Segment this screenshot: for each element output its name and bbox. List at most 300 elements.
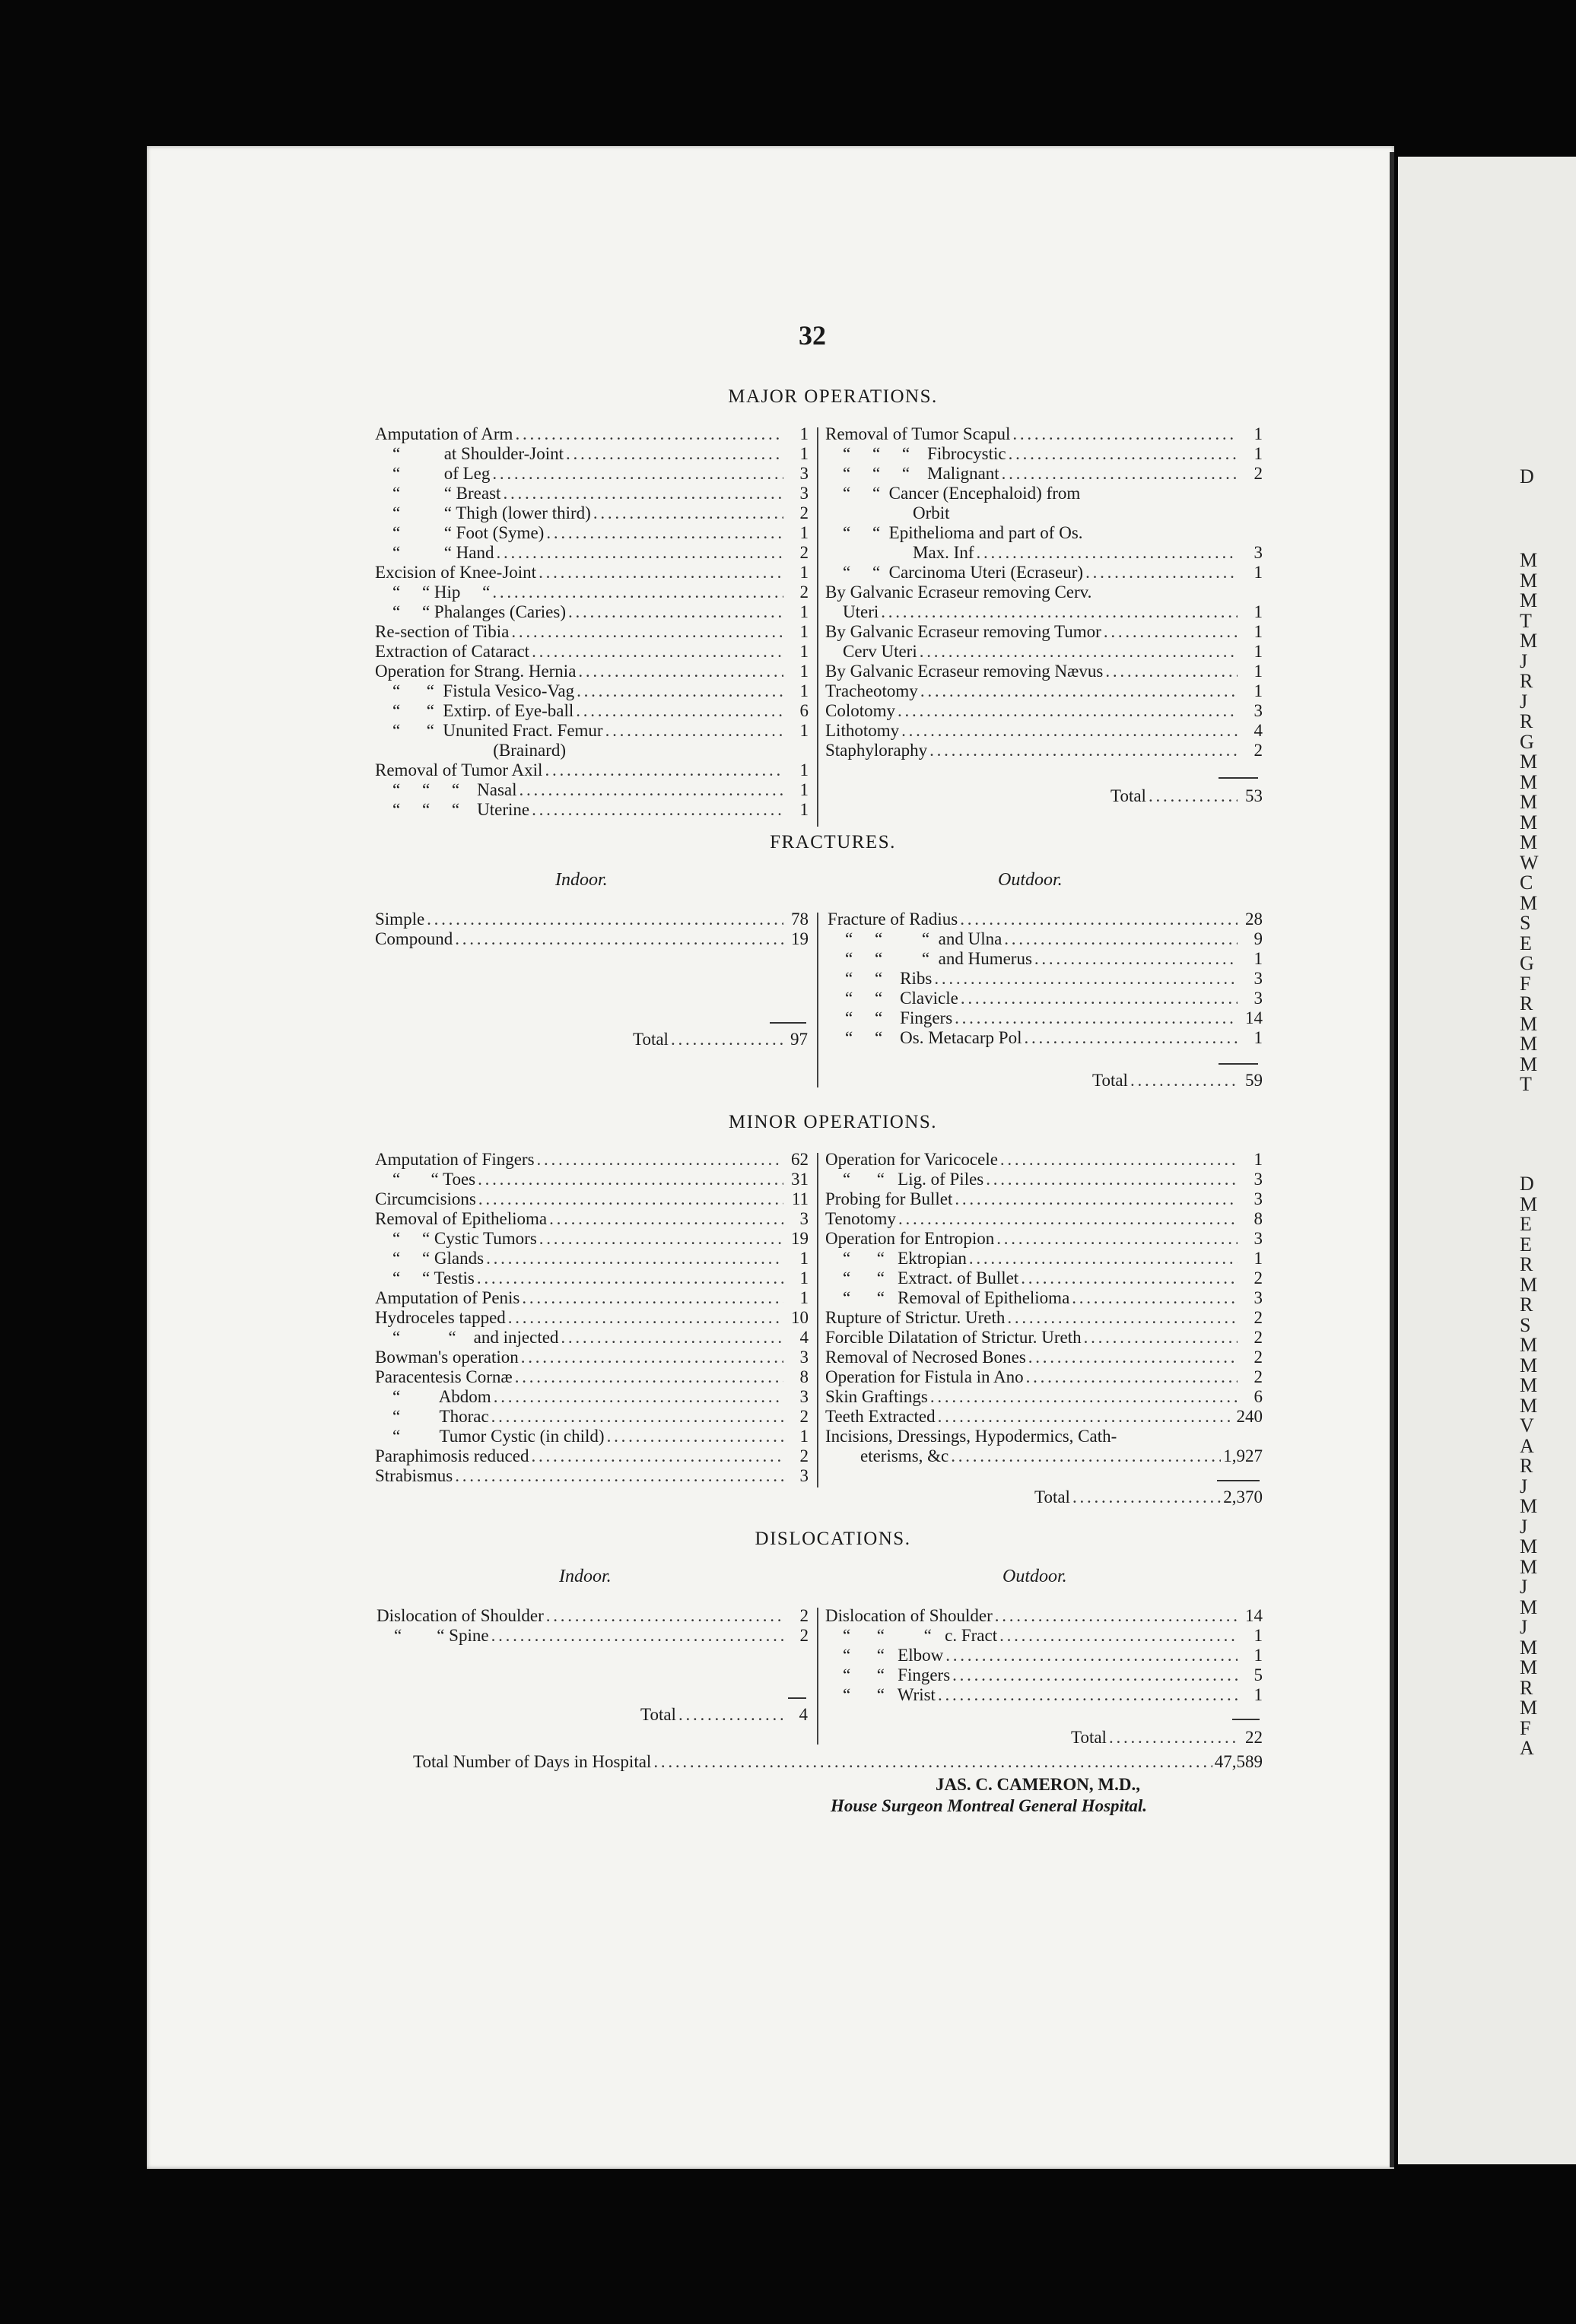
edge-letter: F (1520, 972, 1531, 995)
leader-dots (1004, 929, 1238, 949)
row-label: “ “ Testis (375, 1268, 475, 1287)
row-value: 4 (1253, 721, 1263, 740)
row-label: “ “ Elbow (825, 1646, 944, 1665)
total-label: Total (1092, 1071, 1128, 1090)
leader-dots (955, 1189, 1238, 1209)
sum-rule (1219, 777, 1258, 779)
signature-title: House Surgeon Montreal General Hospital. (831, 1796, 1147, 1815)
leader-dots (955, 1008, 1238, 1028)
minor-left-row (375, 1466, 809, 1486)
row-label: Cerv Uteri (825, 642, 917, 661)
leader-dots (938, 1685, 1238, 1705)
minor-left-row (375, 1367, 809, 1387)
row-value: 2 (1253, 741, 1263, 760)
leader-dots (503, 484, 783, 503)
row-value: 1 (1253, 949, 1263, 968)
row-value: 8 (799, 1367, 809, 1386)
sum-rule (1217, 1480, 1260, 1481)
row-label: Lithotomy (825, 721, 900, 740)
fracture-outdoor-row (828, 910, 1263, 929)
row-label: “ “ Wrist (825, 1685, 936, 1704)
leader-dots (995, 1606, 1238, 1626)
leader-dots (532, 800, 783, 820)
major-left-row (375, 721, 809, 741)
row-value: 2 (799, 1606, 809, 1625)
edge-letter: J (1520, 1475, 1528, 1497)
row-label: “ “ “ and Humerus (828, 949, 1032, 968)
major-right-row (825, 503, 1263, 523)
row-label: “ “ Foot (Syme) (375, 523, 545, 542)
minor-right-row (825, 1209, 1263, 1229)
leader-dots (1084, 1328, 1238, 1348)
major-right-row (825, 444, 1263, 464)
edge-letter: M (1520, 1636, 1538, 1659)
row-value: 3 (1253, 989, 1263, 1008)
leader-dots (1028, 1348, 1238, 1367)
edge-letter: M (1520, 831, 1538, 853)
row-label: “ “ Removal of Epithelioma (825, 1288, 1070, 1307)
major-left-row (375, 741, 809, 760)
major-operations-heading: MAJOR OPERATIONS. (728, 386, 938, 407)
row-value: 1 (799, 563, 809, 582)
row-value: 3 (1253, 543, 1263, 562)
row-value: 2 (1253, 464, 1263, 483)
row-value: 1 (799, 444, 809, 463)
leader-dots (521, 1348, 783, 1367)
leader-dots (566, 444, 783, 464)
dislocations-indoor-label: Indoor. (559, 1567, 612, 1586)
minor-right-row (825, 1308, 1263, 1328)
leader-dots (532, 642, 783, 662)
row-value: 1 (799, 1249, 809, 1268)
dislocation-indoor-row (377, 1606, 809, 1626)
row-label: By Galvanic Ecraseur removing Cerv. (825, 583, 1092, 602)
row-value: 6 (799, 701, 809, 720)
major-total-value: 53 (1245, 786, 1263, 805)
major-right-row (825, 701, 1263, 721)
adjacent-page-edge (1398, 157, 1576, 2164)
row-value: 1 (1253, 1646, 1263, 1665)
row-value: 78 (791, 910, 809, 929)
fractures-indoor-label: Indoor. (555, 870, 608, 890)
dislocations-indoor-total-value: 4 (799, 1705, 808, 1724)
major-left-row (375, 563, 809, 583)
major-right-row (825, 464, 1263, 484)
edge-letter: M (1520, 791, 1538, 813)
leader-dots (671, 1030, 783, 1049)
row-label: “ “ “ and Ulna (828, 929, 1002, 948)
leader-dots (945, 1646, 1238, 1665)
leader-dots (961, 989, 1238, 1008)
major-left-row (375, 701, 809, 721)
row-label: eterisms, &c (825, 1446, 949, 1465)
minor-left-row (375, 1446, 809, 1466)
row-value: 2 (799, 1446, 809, 1465)
leader-dots (898, 1209, 1238, 1229)
major-right-row (825, 543, 1263, 563)
row-label: “ “ Carcinoma Uteri (Ecraseur) (825, 563, 1084, 582)
edge-letter: A (1520, 1737, 1534, 1759)
minor-left-row (375, 1387, 809, 1407)
leader-dots (508, 1308, 783, 1328)
leader-dots (938, 1407, 1234, 1427)
row-label: Colotomy (825, 701, 896, 720)
row-value: 6 (1253, 1387, 1263, 1406)
row-label: Operation for Strang. Hernia (375, 662, 577, 681)
column-divider (817, 913, 818, 1087)
leader-dots (934, 969, 1238, 989)
leader-dots (898, 701, 1238, 721)
row-value: 2 (1253, 1308, 1263, 1327)
row-value: 3 (1253, 1288, 1263, 1307)
leader-dots (1149, 786, 1238, 806)
leader-dots (1104, 622, 1238, 642)
row-label: Operation for Entropion (825, 1229, 995, 1248)
sum-rule (788, 1697, 806, 1699)
edge-letter: E (1520, 1233, 1532, 1256)
total-label: Total (1111, 786, 1146, 805)
major-right-row (825, 484, 1263, 503)
minor-right-row (825, 1367, 1263, 1387)
row-value: 2 (799, 543, 809, 562)
fracture-outdoor-row (828, 1008, 1263, 1028)
row-label: “ at Shoulder-Joint (375, 444, 564, 463)
hospital-days-label: Total Number of Days in Hospital (413, 1752, 652, 1771)
leader-dots (1002, 464, 1238, 484)
edge-letter: W (1520, 851, 1539, 874)
leader-dots (1130, 1071, 1238, 1091)
major-right-row (825, 622, 1263, 642)
leader-dots (546, 523, 783, 543)
row-label: Strabismus (375, 1466, 453, 1485)
leader-dots (920, 642, 1238, 662)
row-value: 1 (1253, 1626, 1263, 1645)
dislocation-outdoor-row (825, 1646, 1263, 1665)
edge-letter: M (1520, 891, 1538, 914)
edge-letter: T (1520, 1073, 1532, 1095)
row-label: “ “ Fingers (828, 1008, 953, 1027)
signature-name: JAS. C. CAMERON, M.D., (936, 1775, 1140, 1794)
major-left-row (375, 523, 809, 543)
leader-dots (952, 1665, 1238, 1685)
edge-letter: D (1520, 465, 1534, 487)
row-value: 2 (1253, 1348, 1263, 1367)
leader-dots (1026, 1367, 1238, 1387)
row-value: 3 (1253, 701, 1263, 720)
fracture-outdoor-row (828, 969, 1263, 989)
dislocation-outdoor-row (825, 1626, 1263, 1646)
row-value: 19 (791, 1229, 809, 1248)
row-label: “ “ Extirp. of Eye-ball (375, 701, 574, 720)
row-label: “ “ Toes (375, 1170, 476, 1189)
major-left-row (375, 464, 809, 484)
fracture-indoor-row (375, 929, 809, 949)
leader-dots (1007, 1308, 1238, 1328)
major-right-row (825, 681, 1263, 701)
minor-right-row (825, 1387, 1263, 1407)
minor-left-row (375, 1268, 809, 1288)
dislocation-outdoor-row (825, 1665, 1263, 1685)
leader-dots (986, 1170, 1238, 1189)
hospital-days-value: 47,589 (1214, 1752, 1263, 1771)
row-value: 1 (1253, 444, 1263, 463)
leader-dots (929, 741, 1238, 760)
row-value: 5 (1253, 1665, 1263, 1684)
row-label: “ “ “ Malignant (825, 464, 999, 483)
row-label: “ “ Glands (375, 1249, 485, 1268)
leader-dots (996, 1229, 1238, 1249)
row-value: 1,927 (1223, 1446, 1263, 1465)
row-label: Bowman's operation (375, 1348, 519, 1367)
row-value: 3 (1253, 969, 1263, 988)
leader-dots (520, 780, 784, 800)
leader-dots (1072, 1487, 1221, 1507)
row-value: 1 (1253, 424, 1263, 443)
minor-left-row (375, 1189, 809, 1209)
edge-letter: E (1520, 1213, 1532, 1235)
edge-letter: C (1520, 872, 1533, 894)
row-value: 1 (1253, 1685, 1263, 1704)
column-divider (817, 427, 818, 827)
edge-letter: S (1520, 912, 1531, 934)
edge-letter: M (1520, 1535, 1538, 1557)
row-label: Staphyloraphy (825, 741, 928, 760)
row-value: 8 (1253, 1209, 1263, 1228)
row-label: “ “ “ Uterine (375, 800, 530, 819)
leader-dots (515, 424, 783, 444)
row-label: Removal of Tumor Scapul (825, 424, 1011, 443)
edge-letter: F (1520, 1716, 1531, 1739)
row-value: 2 (1253, 1268, 1263, 1287)
row-value: 3 (799, 1348, 809, 1367)
row-value: 28 (1245, 910, 1263, 929)
row-value: 14 (1245, 1606, 1263, 1625)
major-left-row (375, 444, 809, 464)
major-left-row (375, 602, 809, 622)
minor-right-row (825, 1170, 1263, 1189)
dislocation-indoor-row (377, 1626, 809, 1646)
row-label: Amputation of Penis (375, 1288, 520, 1307)
row-value: 1 (1253, 662, 1263, 681)
major-right-row (825, 523, 1263, 543)
row-value: 3 (1253, 1229, 1263, 1248)
row-value: 3 (799, 1466, 809, 1485)
row-value: 1 (1253, 602, 1263, 621)
column-divider (817, 1608, 818, 1745)
row-value: 1 (799, 760, 809, 779)
edge-letter: G (1520, 952, 1534, 974)
edge-letter: A (1520, 1434, 1534, 1457)
row-label: Dislocation of Shoulder (825, 1606, 993, 1625)
row-label: Circumcisions (375, 1189, 476, 1208)
leader-dots (678, 1705, 783, 1725)
leader-dots (951, 1446, 1221, 1466)
edge-letter: R (1520, 1676, 1533, 1699)
leader-dots (531, 1446, 783, 1466)
major-right-row (825, 721, 1263, 741)
major-right-row (825, 602, 1263, 622)
minor-right-row (825, 1150, 1263, 1170)
row-label: “ “ Extract. of Bullet (825, 1268, 1019, 1287)
minor-right-row (825, 1268, 1263, 1288)
edge-letter: M (1520, 1033, 1538, 1055)
minor-right-row (825, 1446, 1263, 1466)
leader-dots (607, 1427, 783, 1446)
edge-letter: R (1520, 1294, 1533, 1316)
leader-dots (1072, 1288, 1238, 1308)
edge-letter: M (1520, 1697, 1538, 1719)
row-label: (Brainard) (375, 741, 567, 760)
row-label: Removal of Tumor Axil (375, 760, 543, 779)
minor-right-row (825, 1427, 1263, 1446)
edge-letter: R (1520, 670, 1533, 692)
leader-dots (653, 1752, 1212, 1772)
row-label: Paraphimosis reduced (375, 1446, 529, 1465)
row-label: Tracheotomy (825, 681, 918, 700)
dislocations-outdoor-label: Outdoor. (1002, 1567, 1067, 1586)
row-label: Removal of Necrosed Bones (825, 1348, 1026, 1367)
major-left-row (375, 424, 809, 444)
page-gutter (1390, 152, 1394, 2167)
row-value: 1 (799, 681, 809, 700)
fractures-heading: FRACTURES. (770, 832, 896, 852)
edge-letter: M (1520, 549, 1538, 571)
minor-left-row (375, 1249, 809, 1268)
minor-left-row (375, 1150, 809, 1170)
row-label: Operation for Varicocele (825, 1150, 998, 1169)
edge-letter: R (1520, 1455, 1533, 1477)
edge-letter: M (1520, 589, 1538, 611)
leader-dots (522, 1288, 783, 1308)
row-value: 3 (799, 464, 809, 483)
leader-dots (578, 662, 783, 681)
edge-letter: R (1520, 992, 1533, 1014)
edge-letter: V (1520, 1414, 1534, 1437)
row-label: “ “ Cancer (Encephaloid) from (825, 484, 1081, 503)
fracture-outdoor-row (828, 929, 1263, 949)
leader-dots (546, 1606, 783, 1626)
row-label: “ “ Ribs (828, 969, 933, 988)
row-label: “ “ Ektropian (825, 1249, 967, 1268)
minor-right-row (825, 1249, 1263, 1268)
leader-dots (969, 1249, 1238, 1268)
edge-letter: M (1520, 1555, 1538, 1578)
row-value: 1 (1253, 1028, 1263, 1047)
major-left-row (375, 484, 809, 503)
row-label: Simple (375, 910, 425, 929)
leader-dots (576, 701, 783, 721)
minor-right-row (825, 1328, 1263, 1348)
row-label: Amputation of Arm (375, 424, 513, 443)
sum-rule (1232, 1719, 1260, 1720)
row-value: 1 (799, 1427, 809, 1446)
edge-letter: M (1520, 1192, 1538, 1215)
row-label: Compound (375, 929, 453, 948)
row-label: Orbit (825, 503, 950, 522)
major-left-row (375, 503, 809, 523)
row-value: 2 (1253, 1367, 1263, 1386)
row-value: 1 (1253, 1249, 1263, 1268)
leader-dots (577, 681, 783, 701)
row-value: 2 (799, 1407, 809, 1426)
leader-dots (515, 1367, 783, 1387)
row-value: 11 (791, 1189, 809, 1208)
total-label: Total (1034, 1487, 1070, 1506)
major-left-row (375, 780, 809, 800)
page-number: 32 (799, 320, 826, 351)
row-value: 1 (799, 602, 809, 621)
row-label: “ “ Epithelioma and part of Os. (825, 523, 1083, 542)
minor-left-row (375, 1348, 809, 1367)
dislocation-outdoor-row (825, 1606, 1263, 1626)
row-label: Teeth Extracted (825, 1407, 936, 1426)
major-right-row (825, 741, 1263, 760)
leader-dots (492, 464, 783, 484)
leader-dots (477, 1268, 783, 1288)
fracture-outdoor-row (828, 1028, 1263, 1048)
leader-dots (537, 1150, 783, 1170)
row-label: “ of Leg (375, 464, 491, 483)
edge-letter: M (1520, 1012, 1538, 1035)
leader-dots (545, 760, 783, 780)
edge-letter: D (1520, 1173, 1534, 1195)
row-label: “ Tumor Cystic (in child) (375, 1427, 605, 1446)
leader-dots (930, 1387, 1238, 1407)
row-value: 240 (1236, 1407, 1263, 1426)
row-value: 1 (799, 780, 809, 799)
major-right-row (825, 424, 1263, 444)
edge-letter: R (1520, 710, 1533, 732)
row-label: “ “ Thigh (lower third) (375, 503, 591, 522)
row-label: By Galvanic Ecraseur removing Tumor (825, 622, 1101, 641)
major-left-row (375, 681, 809, 701)
edge-letter: M (1520, 1273, 1538, 1296)
row-value: 3 (799, 1209, 809, 1228)
row-value: 14 (1245, 1008, 1263, 1027)
edge-letter: J (1520, 1576, 1528, 1598)
row-value: 19 (791, 929, 809, 948)
dislocation-outdoor-row (825, 1685, 1263, 1705)
leader-dots (491, 1407, 783, 1427)
total-label: Total (1071, 1728, 1107, 1747)
minor-right-row (825, 1189, 1263, 1209)
edge-letter: M (1520, 751, 1538, 773)
leader-dots (568, 602, 783, 622)
column-divider (817, 1153, 818, 1487)
row-label: “ “ Os. Metacarp Pol (828, 1028, 1022, 1047)
edge-letter: M (1520, 811, 1538, 833)
major-left-row (375, 662, 809, 681)
leader-dots (539, 563, 783, 583)
minor-left-row (375, 1288, 809, 1308)
minor-left-row (375, 1308, 809, 1328)
edge-letter: S (1520, 1313, 1531, 1336)
row-label: “ “ “ c. Fract (825, 1626, 998, 1645)
row-label: Paracentesis Cornæ (375, 1367, 513, 1386)
row-value: 62 (791, 1150, 809, 1169)
edge-letter: J (1520, 1515, 1528, 1538)
row-label: “ “ and injected (375, 1328, 559, 1347)
row-label: Extraction of Cataract (375, 642, 530, 661)
major-left-row (375, 800, 809, 820)
row-value: 1 (1253, 622, 1263, 641)
row-label: Removal of Epithelioma (375, 1209, 548, 1228)
row-value: 10 (791, 1308, 809, 1327)
fracture-outdoor-row (828, 989, 1263, 1008)
edge-letter: M (1520, 1354, 1538, 1376)
edge-letter: T (1520, 609, 1532, 632)
row-label: “ “ Breast (375, 484, 501, 503)
